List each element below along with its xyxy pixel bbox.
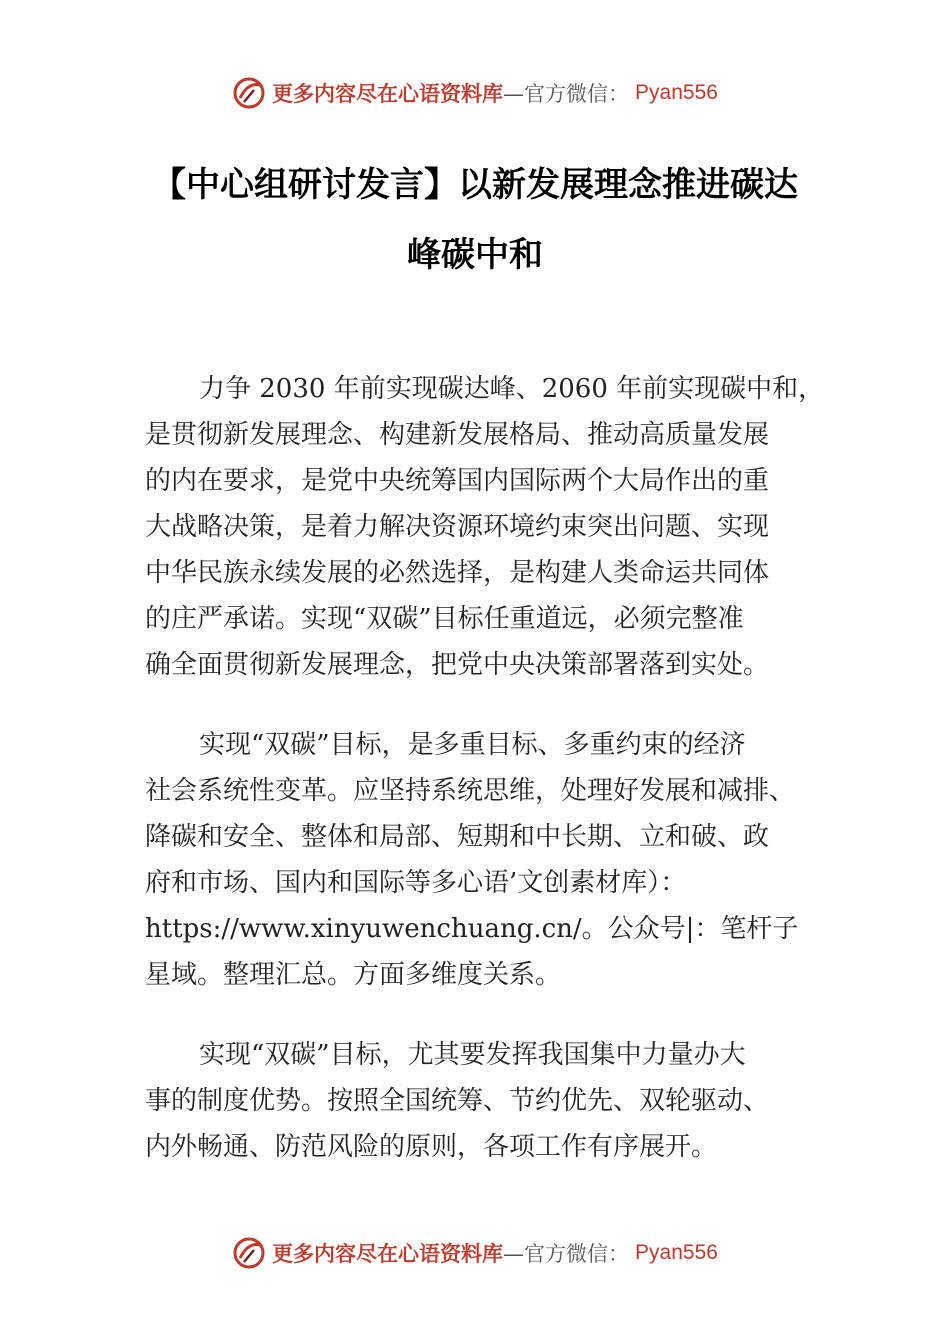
title-line-2: 峰碳中和 [407, 235, 543, 275]
footer-banner [0, 1233, 950, 1273]
banner-wechat-label: —官方微信： [503, 82, 630, 106]
brush-seal-icon [232, 76, 266, 110]
text-line: 实现“双碳”目标，是多重目标、多重约束的经济 [199, 730, 746, 760]
banner-wechat-label: —官方微信： [503, 1242, 630, 1266]
text-line: 事的制度优势。按照全国统筹、节约优先、双轮驱动、 [145, 1086, 770, 1116]
text-line: 星域。整理汇总。方面多维度关系。 [145, 960, 562, 990]
banner-wechat-id: Pyan556 [635, 1241, 718, 1264]
text-line: 是贯彻新发展理念、构建新发展格局、推动高质量发展 [145, 420, 770, 450]
text-line: 的内在要求，是党中央统筹国内国际两个大局作出的重 [145, 466, 770, 496]
text-line: 内外畅通、防范风险的原则，各项工作有序展开。 [145, 1132, 718, 1162]
text-line: 的庄严承诺。实现“双碳”目标任重道远，必须完整准 [145, 604, 744, 634]
page-title [120, 150, 830, 290]
banner-main-text: 更多内容尽在心语资料库 [272, 1242, 504, 1266]
text-line: 府和市场、国内和国际等多心语’文创素材库）： [145, 868, 687, 898]
text-line: 实现“双碳”目标，尤其要发挥我国集中力量办大 [199, 1040, 746, 1070]
header-banner [0, 73, 950, 113]
text-line: 中华民族永续发展的必然选择，是构建人类命运共同体 [145, 558, 770, 588]
paragraph-2 [145, 722, 820, 998]
text-line: 社会系统性变革。应坚持系统思维，处理好发展和减排、 [145, 776, 796, 806]
text-line: 力争 2030 年前实现碳达峰、2060 年前实现碳中和， [199, 374, 825, 404]
paragraph-3 [145, 1032, 820, 1170]
banner-wechat-id: Pyan556 [635, 81, 718, 104]
text-line: 大战略决策，是着力解决资源环境约束突出问题、实现 [145, 512, 770, 542]
text-line: 确全面贯彻新发展理念，把党中央决策部署落到实处。 [145, 650, 770, 680]
brush-seal-icon [232, 1236, 266, 1270]
text-line: https://www.xinyuwenchuang.cn/。公众号|：笔杆子 [145, 914, 799, 944]
paragraph-1 [145, 366, 825, 688]
title-line-1: 【中心组研讨发言】以新发展理念推进碳达 [152, 165, 798, 205]
text-line: 降碳和安全、整体和局部、短期和中长期、立和破、政 [145, 822, 770, 852]
banner-main-text: 更多内容尽在心语资料库 [272, 82, 504, 106]
